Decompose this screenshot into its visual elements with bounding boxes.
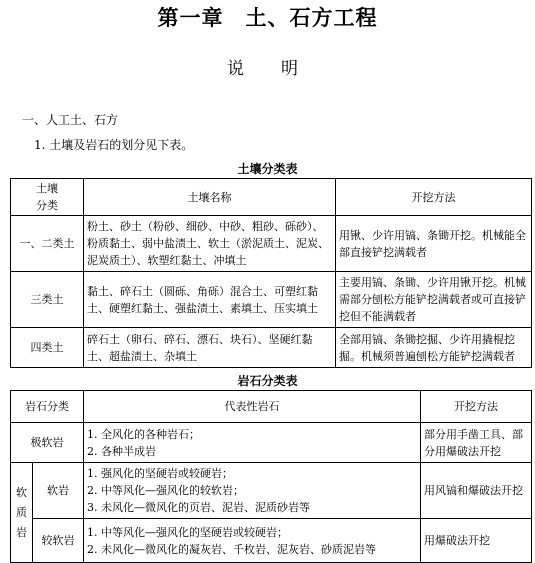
soil-names-cell: 黏土、碎石土（圆砾、角砾）混合土、可塑红黏土、硬塑红黏土、强盐渍土、素填土、压实填土: [84, 272, 336, 328]
soil-class-cell: 四类土: [11, 328, 84, 368]
header-method: 开挖方法: [421, 391, 532, 423]
rock-examples-cell: [84, 463, 421, 519]
rock-examples-cell: [84, 519, 421, 563]
header-rock-class: 岩石分类: [11, 391, 84, 423]
rock-examples-cell: [84, 423, 421, 463]
header-representative-rock: 代表性岩石: [84, 391, 421, 423]
rock-class-cell: 较软岩: [33, 519, 84, 563]
rock-table-title: 岩石分类表: [237, 374, 298, 388]
rock-example-line: 2. 各种半成岩: [87, 444, 156, 458]
rock-example-line: 2. 未风化—微风化的凝灰岩、千枚岩、泥灰岩、砂质泥岩等: [87, 542, 376, 556]
section-heading: 说 明: [227, 59, 308, 79]
table-row: [11, 519, 532, 563]
header-soil-name: 土壤名称: [84, 179, 336, 216]
soil-classification-table: [10, 178, 532, 368]
method-cell: 用锹、少许用镐、条锄开挖。机械能全部直接铲挖满载者: [336, 216, 532, 272]
rock-example-line: 1. 中等风化—强风化的坚硬岩或较硬岩；: [87, 525, 288, 539]
method-cell: 用爆破法开挖: [421, 519, 532, 563]
header-soil-class: 土壤 分类: [11, 179, 84, 216]
table-header-row: [11, 391, 532, 423]
soil-class-cell: 一、二类土: [11, 216, 84, 272]
method-cell: 用风镐和爆破法开挖: [421, 463, 532, 519]
rock-example-line: 1. 全风化的各种岩石；: [87, 427, 200, 441]
soil-names-cell: 碎石土（卵石、碎石、漂石、块石）、坚硬红黏土、超盐渍土、杂填土: [84, 328, 336, 368]
rock-classification-table: [10, 390, 532, 563]
table-row: [11, 216, 532, 272]
rock-group-label-text: 软质岩: [16, 485, 27, 539]
chapter-title: 第一章 土、石方工程: [157, 5, 378, 30]
method-cell: 部分用手凿工具、部分用爆破法开挖: [421, 423, 532, 463]
table-row: [11, 272, 532, 328]
table-row: [11, 463, 532, 519]
table-row: [11, 423, 532, 463]
table-header-row: [11, 179, 532, 216]
method-cell: 全部用镐、条锄挖掘、少许用撬棍挖掘。机械须普遍刨松方能铲挖满载者: [336, 328, 532, 368]
section-1-item: 1. 土壤及岩石的划分见下表。: [34, 138, 194, 152]
table-row: [11, 328, 532, 368]
rock-example-line: 3. 未风化—微风化的页岩、泥岩、泥质砂岩等: [87, 501, 310, 514]
rock-group-label: [11, 463, 33, 563]
rock-example-line: 1. 强风化的坚硬岩或较硬岩；: [87, 467, 233, 480]
header-method: 开挖方法: [336, 179, 532, 216]
soil-class-cell: 三类土: [11, 272, 84, 328]
method-cell: 主要用镐、条锄、少许用锹开挖。机械需部分刨松方能铲挖满载者或可直接铲挖但不能满载者: [336, 272, 532, 328]
soil-names-cell: 粉土、砂土（粉砂、细砂、中砂、粗砂、砾砂）、粉质黏土、弱中盐渍土、软土（淤泥质土、泥炭、泥炭质土）、软塑红黏土、冲填土: [84, 216, 336, 272]
rock-class-cell: 软岩: [33, 463, 84, 519]
rock-example-line: 2. 中等风化—强风化的较软岩；: [87, 484, 244, 497]
soil-table-title: 土壤分类表: [237, 162, 298, 176]
rock-class-cell: 极软岩: [11, 423, 84, 463]
section-1-heading: 一、人工土、石方: [22, 113, 119, 127]
